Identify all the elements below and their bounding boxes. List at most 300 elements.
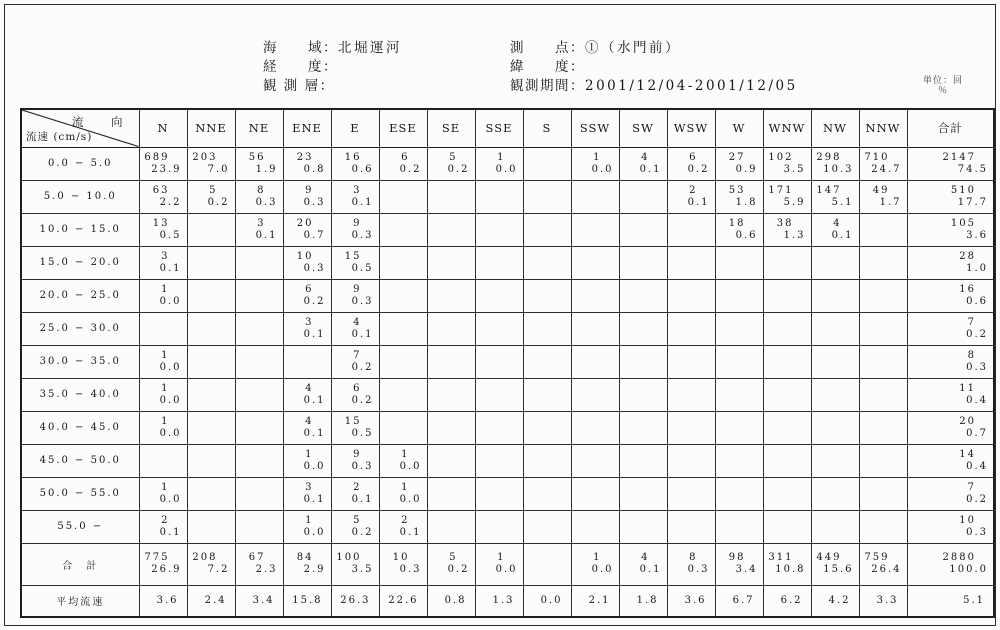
- freq-cell: [811, 312, 859, 345]
- freq-cell: [667, 312, 715, 345]
- freq-cell: [235, 477, 283, 510]
- freq-cell: 1 0.0: [571, 147, 619, 180]
- column-header: WSW: [667, 109, 715, 147]
- freq-cell: [763, 510, 811, 543]
- freq-cell: 208 7.2: [187, 543, 235, 585]
- avg-speed-cell: 0.0: [523, 585, 571, 617]
- freq-cell: [763, 477, 811, 510]
- freq-cell: 20 0.7: [907, 411, 994, 444]
- freq-cell: [667, 510, 715, 543]
- freq-cell: 1 0.0: [139, 477, 187, 510]
- freq-cell: [523, 378, 571, 411]
- table-corner-cell: [21, 109, 139, 147]
- freq-cell: [571, 411, 619, 444]
- freq-cell: [379, 345, 427, 378]
- freq-cell: 203 7.0: [187, 147, 235, 180]
- sea-area-label: 海 域：: [263, 40, 338, 56]
- average-row-label: 平均流速: [21, 585, 139, 617]
- station-label: 測 点：: [510, 40, 585, 56]
- freq-cell: [811, 477, 859, 510]
- freq-cell: [523, 246, 571, 279]
- freq-cell: 63 2.2: [139, 180, 187, 213]
- avg-speed-cell: 5.1: [907, 585, 994, 617]
- freq-cell: 67 2.3: [235, 543, 283, 585]
- freq-cell: [619, 411, 667, 444]
- freq-cell: [475, 444, 523, 477]
- freq-cell: [139, 312, 187, 345]
- freq-cell: [763, 444, 811, 477]
- column-header: NNE: [187, 109, 235, 147]
- freq-cell: 2880 100.0: [907, 543, 994, 585]
- freq-cell: [667, 345, 715, 378]
- freq-cell: [859, 213, 907, 246]
- freq-cell: [811, 279, 859, 312]
- freq-cell: [667, 444, 715, 477]
- freq-cell: 5 0.2: [331, 510, 379, 543]
- row-label: 30.0 − 35.0: [21, 345, 139, 378]
- freq-cell: [811, 411, 859, 444]
- freq-cell: 6 0.2: [331, 378, 379, 411]
- freq-cell: [235, 444, 283, 477]
- freq-cell: [235, 246, 283, 279]
- freq-cell: [235, 312, 283, 345]
- freq-cell: 311 10.8: [763, 543, 811, 585]
- freq-cell: [715, 345, 763, 378]
- freq-cell: [571, 345, 619, 378]
- freq-cell: 15 0.5: [331, 246, 379, 279]
- avg-speed-cell: 15.8: [283, 585, 331, 617]
- freq-cell: 1 0.0: [379, 477, 427, 510]
- column-header: WNW: [763, 109, 811, 147]
- row-label: 35.0 − 40.0: [21, 378, 139, 411]
- freq-cell: [379, 411, 427, 444]
- avg-speed-cell: 3.4: [235, 585, 283, 617]
- freq-cell: [187, 279, 235, 312]
- freq-cell: 1 0.0: [139, 345, 187, 378]
- freq-cell: [859, 378, 907, 411]
- freq-cell: [523, 312, 571, 345]
- freq-cell: [619, 279, 667, 312]
- freq-cell: 10 0.3: [907, 510, 994, 543]
- freq-cell: [235, 510, 283, 543]
- freq-cell: 49 1.7: [859, 180, 907, 213]
- table-row: [21, 279, 994, 312]
- freq-cell: [811, 345, 859, 378]
- period-line: [510, 78, 798, 94]
- freq-cell: [187, 477, 235, 510]
- row-label: 5.0 − 10.0: [21, 180, 139, 213]
- row-label: 40.0 − 45.0: [21, 411, 139, 444]
- freq-cell: [523, 213, 571, 246]
- period-value: 2001/12/04-2001/12/05: [585, 78, 798, 94]
- avg-speed-cell: 6.2: [763, 585, 811, 617]
- column-header: SE: [427, 109, 475, 147]
- freq-cell: 4 0.1: [283, 411, 331, 444]
- freq-cell: [427, 279, 475, 312]
- freq-cell: 1 0.0: [139, 279, 187, 312]
- freq-cell: 5 0.2: [187, 180, 235, 213]
- freq-cell: 9 0.3: [331, 213, 379, 246]
- freq-cell: [427, 477, 475, 510]
- avg-speed-cell: 26.3: [331, 585, 379, 617]
- unit-line-percent: ％: [937, 86, 948, 96]
- freq-cell: [475, 213, 523, 246]
- freq-cell: 7 0.2: [907, 312, 994, 345]
- freq-cell: 2 0.1: [379, 510, 427, 543]
- total-row: [21, 543, 994, 585]
- sea-area-value: 北堀運河: [338, 40, 402, 56]
- avg-speed-cell: 2.1: [571, 585, 619, 617]
- freq-cell: [859, 411, 907, 444]
- row-label: 15.0 − 20.0: [21, 246, 139, 279]
- freq-cell: 3 0.1: [331, 180, 379, 213]
- avg-speed-cell: 3.6: [667, 585, 715, 617]
- corner-speed-label: 流速 (cm/s): [26, 130, 93, 143]
- freq-cell: [523, 444, 571, 477]
- freq-cell: [427, 510, 475, 543]
- avg-speed-cell: 6.7: [715, 585, 763, 617]
- avg-speed-cell: 3.6: [139, 585, 187, 617]
- row-label: 20.0 − 25.0: [21, 279, 139, 312]
- freq-cell: [715, 411, 763, 444]
- unit-line-count: 単位：回: [922, 76, 963, 86]
- freq-cell: [475, 411, 523, 444]
- freq-cell: [859, 510, 907, 543]
- freq-cell: [187, 213, 235, 246]
- freq-cell: [427, 246, 475, 279]
- freq-cell: [859, 345, 907, 378]
- freq-cell: [811, 444, 859, 477]
- avg-speed-cell: 1.8: [619, 585, 667, 617]
- freq-cell: [475, 477, 523, 510]
- column-header: NE: [235, 109, 283, 147]
- table-row: [21, 246, 994, 279]
- freq-cell: 759 26.4: [859, 543, 907, 585]
- freq-cell: 1 0.0: [475, 147, 523, 180]
- column-header: S: [523, 109, 571, 147]
- latitude-line: [510, 59, 585, 75]
- freq-cell: 38 1.3: [763, 213, 811, 246]
- freq-cell: [859, 312, 907, 345]
- freq-cell: [379, 213, 427, 246]
- freq-cell: 4 0.1: [283, 378, 331, 411]
- freq-cell: [571, 444, 619, 477]
- freq-cell: [667, 477, 715, 510]
- freq-cell: [667, 279, 715, 312]
- row-label: 45.0 − 50.0: [21, 444, 139, 477]
- freq-cell: [571, 246, 619, 279]
- column-header: ESE: [379, 109, 427, 147]
- avg-speed-cell: 4.2: [811, 585, 859, 617]
- row-label: 55.0 −: [21, 510, 139, 543]
- avg-speed-cell: 1.3: [475, 585, 523, 617]
- freq-cell: 3 0.1: [139, 246, 187, 279]
- freq-cell: [715, 510, 763, 543]
- freq-cell: [859, 444, 907, 477]
- freq-cell: 15 0.5: [331, 411, 379, 444]
- column-header: W: [715, 109, 763, 147]
- freq-cell: 20 0.7: [283, 213, 331, 246]
- freq-cell: 6 0.2: [379, 147, 427, 180]
- freq-cell: [619, 477, 667, 510]
- freq-cell: 3 0.1: [283, 312, 331, 345]
- column-header: ENE: [283, 109, 331, 147]
- freq-cell: 6 0.2: [283, 279, 331, 312]
- freq-cell: 4 0.1: [619, 147, 667, 180]
- freq-cell: [523, 180, 571, 213]
- freq-cell: 102 3.5: [763, 147, 811, 180]
- freq-cell: 8 0.3: [667, 543, 715, 585]
- freq-cell: 1 0.0: [283, 510, 331, 543]
- column-header: SW: [619, 109, 667, 147]
- freq-cell: [715, 378, 763, 411]
- freq-cell: 1 0.0: [139, 411, 187, 444]
- freq-cell: 4 0.1: [619, 543, 667, 585]
- freq-cell: [763, 312, 811, 345]
- freq-cell: [523, 411, 571, 444]
- column-header: NNW: [859, 109, 907, 147]
- freq-cell: 105 3.6: [907, 213, 994, 246]
- freq-cell: 1 0.0: [571, 543, 619, 585]
- column-header: NW: [811, 109, 859, 147]
- table-row: [21, 213, 994, 246]
- freq-cell: [619, 510, 667, 543]
- freq-cell: 5 0.2: [427, 147, 475, 180]
- freq-cell: [187, 345, 235, 378]
- sea-area-line: [263, 40, 402, 56]
- freq-cell: [379, 180, 427, 213]
- freq-cell: [763, 246, 811, 279]
- freq-cell: 147 5.1: [811, 180, 859, 213]
- station-value: ①（水門前）: [585, 40, 681, 56]
- station-line: [510, 40, 681, 56]
- freq-cell: [571, 279, 619, 312]
- unit-note: [898, 76, 988, 96]
- freq-cell: [139, 444, 187, 477]
- freq-cell: 2 0.1: [139, 510, 187, 543]
- avg-speed-cell: 2.4: [187, 585, 235, 617]
- freq-cell: [427, 312, 475, 345]
- freq-cell: 7 0.2: [907, 477, 994, 510]
- freq-cell: [571, 477, 619, 510]
- longitude-label: 経 度：: [263, 59, 338, 75]
- freq-cell: 298 10.3: [811, 147, 859, 180]
- freq-cell: 10 0.3: [379, 543, 427, 585]
- freq-cell: [235, 411, 283, 444]
- freq-cell: [379, 279, 427, 312]
- freq-cell: [427, 180, 475, 213]
- freq-cell: [427, 345, 475, 378]
- freq-cell: [475, 279, 523, 312]
- freq-cell: 100 3.5: [331, 543, 379, 585]
- freq-cell: 23 0.8: [283, 147, 331, 180]
- frequency-table: [20, 108, 995, 618]
- freq-cell: [715, 246, 763, 279]
- freq-cell: [235, 345, 283, 378]
- table-row: [21, 147, 994, 180]
- freq-cell: 28 1.0: [907, 246, 994, 279]
- freq-cell: [523, 477, 571, 510]
- avg-speed-cell: 22.6: [379, 585, 427, 617]
- freq-cell: 9 0.3: [283, 180, 331, 213]
- freq-cell: [859, 477, 907, 510]
- freq-cell: [619, 312, 667, 345]
- freq-cell: 10 0.3: [283, 246, 331, 279]
- column-header: SSW: [571, 109, 619, 147]
- freq-cell: 8 0.3: [235, 180, 283, 213]
- freq-cell: 171 5.9: [763, 180, 811, 213]
- corner-direction-label: 流 向: [72, 115, 131, 129]
- table-row: [21, 312, 994, 345]
- freq-cell: [427, 378, 475, 411]
- freq-cell: 2 0.1: [667, 180, 715, 213]
- table-row: [21, 345, 994, 378]
- freq-cell: [763, 279, 811, 312]
- table-row: [21, 180, 994, 213]
- freq-cell: [523, 279, 571, 312]
- period-label: 観測期間：: [510, 78, 585, 94]
- freq-cell: [427, 411, 475, 444]
- layer-line: [263, 78, 335, 94]
- freq-cell: [523, 510, 571, 543]
- freq-cell: [427, 213, 475, 246]
- freq-cell: 3 0.1: [283, 477, 331, 510]
- freq-cell: 11 0.4: [907, 378, 994, 411]
- freq-cell: 84 2.9: [283, 543, 331, 585]
- freq-cell: [811, 510, 859, 543]
- freq-cell: 5 0.2: [427, 543, 475, 585]
- freq-cell: [619, 345, 667, 378]
- row-label: 50.0 − 55.0: [21, 477, 139, 510]
- table-row: [21, 378, 994, 411]
- freq-cell: [811, 246, 859, 279]
- total-row-label: 合 計: [21, 543, 139, 585]
- freq-cell: [475, 180, 523, 213]
- layer-label: 観 測 層：: [263, 78, 335, 94]
- freq-cell: [763, 378, 811, 411]
- column-header: 合計: [907, 109, 994, 147]
- freq-cell: 1 0.0: [139, 378, 187, 411]
- freq-cell: [475, 345, 523, 378]
- freq-cell: 449 15.6: [811, 543, 859, 585]
- table-row: [21, 477, 994, 510]
- freq-cell: [187, 444, 235, 477]
- freq-cell: [667, 378, 715, 411]
- freq-cell: [859, 279, 907, 312]
- avg-speed-cell: 3.3: [859, 585, 907, 617]
- freq-cell: 4 0.1: [811, 213, 859, 246]
- longitude-line: [263, 59, 338, 75]
- row-label: 25.0 − 30.0: [21, 312, 139, 345]
- column-header: SSE: [475, 109, 523, 147]
- freq-cell: [523, 543, 571, 585]
- freq-cell: [619, 378, 667, 411]
- freq-cell: 710 24.7: [859, 147, 907, 180]
- freq-cell: [619, 246, 667, 279]
- freq-cell: [475, 246, 523, 279]
- freq-cell: 1 0.0: [379, 444, 427, 477]
- freq-cell: [571, 312, 619, 345]
- freq-cell: [379, 312, 427, 345]
- freq-cell: 9 0.3: [331, 279, 379, 312]
- freq-cell: [667, 411, 715, 444]
- freq-cell: 8 0.3: [907, 345, 994, 378]
- freq-cell: [763, 411, 811, 444]
- freq-cell: 16 0.6: [331, 147, 379, 180]
- column-header: N: [139, 109, 187, 147]
- freq-cell: [619, 444, 667, 477]
- freq-cell: [187, 312, 235, 345]
- freq-cell: [379, 378, 427, 411]
- freq-cell: 4 0.1: [331, 312, 379, 345]
- column-header: E: [331, 109, 379, 147]
- table-row: [21, 510, 994, 543]
- freq-cell: 2 0.1: [331, 477, 379, 510]
- freq-cell: 14 0.4: [907, 444, 994, 477]
- avg-speed-cell: 0.8: [427, 585, 475, 617]
- freq-cell: [571, 378, 619, 411]
- freq-cell: [187, 411, 235, 444]
- freq-cell: [475, 510, 523, 543]
- freq-cell: [619, 180, 667, 213]
- freq-cell: 56 1.9: [235, 147, 283, 180]
- freq-cell: [763, 345, 811, 378]
- freq-cell: [715, 477, 763, 510]
- freq-cell: [715, 279, 763, 312]
- freq-cell: [187, 510, 235, 543]
- freq-cell: [667, 246, 715, 279]
- freq-cell: [571, 213, 619, 246]
- freq-cell: 9 0.3: [331, 444, 379, 477]
- freq-cell: [187, 246, 235, 279]
- freq-cell: [571, 510, 619, 543]
- freq-cell: 1 0.0: [475, 543, 523, 585]
- freq-cell: [571, 180, 619, 213]
- freq-cell: 18 0.6: [715, 213, 763, 246]
- freq-cell: [715, 312, 763, 345]
- table-row: [21, 411, 994, 444]
- freq-cell: [427, 444, 475, 477]
- freq-cell: 510 17.7: [907, 180, 994, 213]
- freq-cell: 16 0.6: [907, 279, 994, 312]
- freq-cell: 6 0.2: [667, 147, 715, 180]
- freq-cell: 13 0.5: [139, 213, 187, 246]
- freq-cell: 775 26.9: [139, 543, 187, 585]
- freq-cell: 689 23.9: [139, 147, 187, 180]
- freq-cell: 53 1.8: [715, 180, 763, 213]
- freq-cell: [379, 246, 427, 279]
- average-speed-row: [21, 585, 994, 617]
- freq-cell: [235, 279, 283, 312]
- freq-cell: 2147 74.5: [907, 147, 994, 180]
- freq-cell: [859, 246, 907, 279]
- freq-cell: [523, 147, 571, 180]
- freq-cell: [667, 213, 715, 246]
- freq-cell: 27 0.9: [715, 147, 763, 180]
- row-label: 0.0 − 5.0: [21, 147, 139, 180]
- freq-cell: [619, 213, 667, 246]
- row-label: 10.0 − 15.0: [21, 213, 139, 246]
- column-header-row: [21, 109, 994, 147]
- freq-cell: [811, 378, 859, 411]
- freq-cell: [283, 345, 331, 378]
- freq-cell: [235, 378, 283, 411]
- latitude-label: 緯 度：: [510, 59, 585, 75]
- freq-cell: 1 0.0: [283, 444, 331, 477]
- freq-cell: 98 3.4: [715, 543, 763, 585]
- freq-cell: [475, 378, 523, 411]
- freq-cell: 7 0.2: [331, 345, 379, 378]
